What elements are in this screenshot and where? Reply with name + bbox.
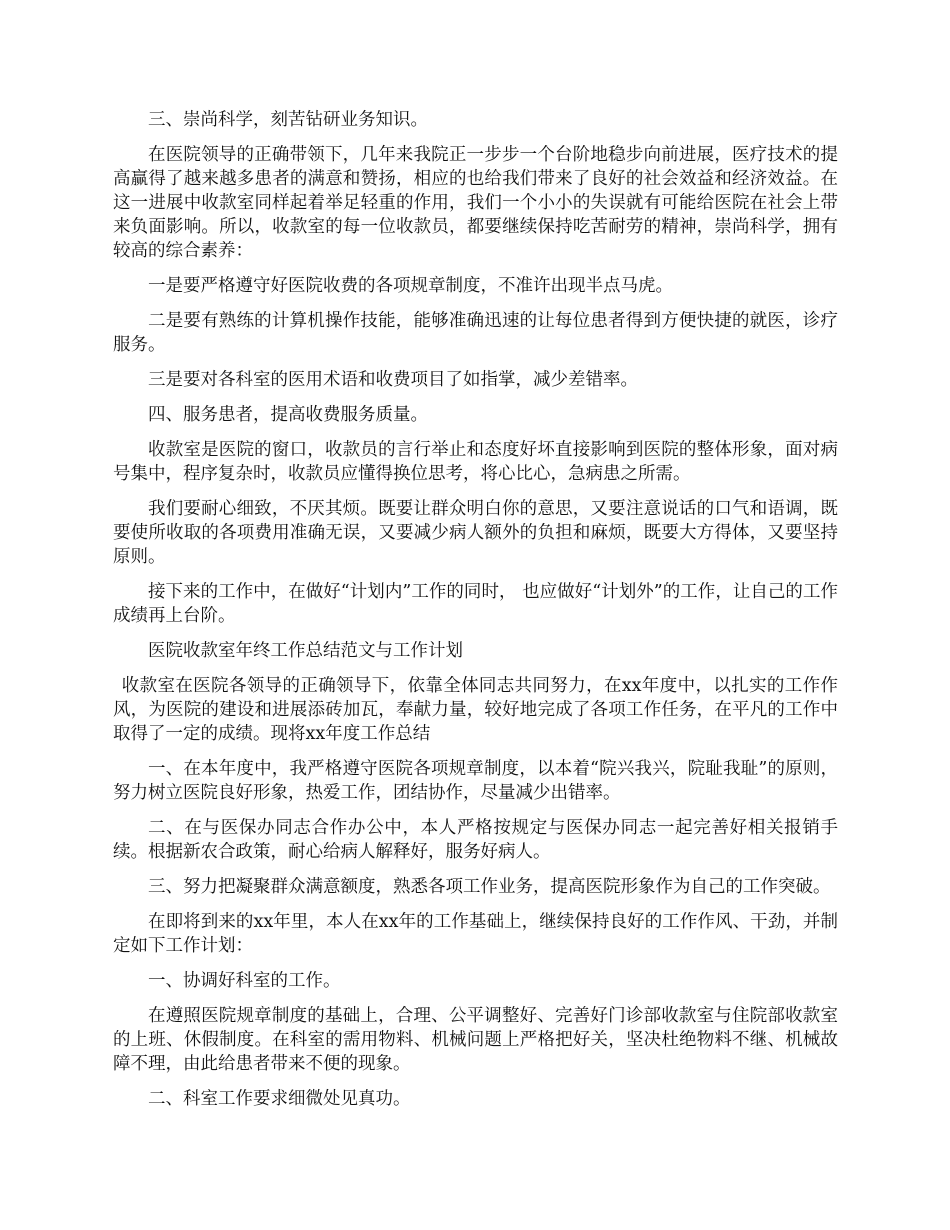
list-item-terminology: 三是要对各科室的医用术语和收费项目了如指掌，减少差错率。 (148, 370, 638, 390)
document-page (113, 108, 838, 1122)
body-paragraph: 在遵照医院规章制度的基础上，合理、公平调整好、完善好门诊部收款室与住院部收款室的上班、休假制度。在科室的需用物料、机械问题上严格把好关，坚决杜绝物料不继、机械故障不理，由此给患者带来不便的现象。 (113, 1006, 838, 1074)
list-item-computer-skills: 二是要有熟练的计算机操作技能，能够准确迅速的让每位患者得到方便快捷的就医，诊疗服务。 (113, 311, 838, 355)
list-item-rules: 一是要严格遵守好医院收费的各项规章制度，不准许出现半点马虎。 (148, 276, 673, 296)
body-paragraph: 收款室是医院的窗口，收款员的言行举止和态度好坏直接影响到医院的整体形象，面对病号集中，程序复杂时，收款员应懂得换位思考，将心比心，急病患之所需。 (113, 440, 838, 484)
document-title: 医院收款室年终工作总结范文与工作计划 (148, 641, 463, 661)
section-heading-science: 三、崇尚科学，刻苦钻研业务知识。 (148, 110, 428, 130)
body-paragraph: 在即将到来的xx年里，本人在xx年的工作基础上，继续保持良好的工作作风、干劲，并制定如下工作计划： (113, 912, 838, 956)
plan-heading-1: 一、协调好科室的工作。 (148, 971, 341, 991)
section-heading-service: 四、服务患者，提高收费服务质量。 (148, 405, 428, 425)
body-paragraph: 在医院领导的正确带领下，几年来我院正一步步一个台阶地稳步向前进展，医疗技术的提高赢得了越来越多患者的满意和赞扬，相应的也给我们带来了良好的社会效益和经济效益。在这一进展中收款室同样起着举足轻重的作用，我们一个小小的失误就有可能给医院在社会上带来负面影响。所以，收款室的每一位收款员，都要继续保持吃苦耐劳的精神，崇尚科学，拥有较高的综合素养： (113, 145, 838, 261)
body-paragraph: 接下来的工作中，在做好“计划内”工作的同时， 也应做好“计划外”的工作，让自己的工作成绩再上台阶。 (113, 582, 838, 626)
list-item-summary-3: 三、努力把凝聚群众满意额度，熟悉各项工作业务，提高医院形象作为自己的工作突破。 (148, 877, 831, 897)
list-item-summary-2: 二、在与医保办同志合作办公中，本人严格按规定与医保办同志一起完善好相关报销手续。根据新农合政策，耐心给病人解释好，服务好病人。 (113, 818, 838, 862)
list-item-summary-1: 一、在本年度中，我严格遵守医院各项规章制度，以本着“院兴我兴，院耻我耻”的原则，努力树立医院良好形象，热爱工作，团结协作，尽量减少出错率。 (113, 759, 838, 803)
body-paragraph: 我们要耐心细致，不厌其烦。既要让群众明白你的意思，又要注意说话的口气和语调，既要使所收取的各项费用准确无误，又要减少病人额外的负担和麻烦，既要大方得体，又要坚持原则。 (113, 499, 838, 567)
body-paragraph: 收款室在医院各领导的正确领导下，依靠全体同志共同努力，在xx年度中，以扎实的工作作风，为医院的建设和进展添砖加瓦，奉献力量，较好地完成了各项工作任务，在平凡的工作中取得了一定的成绩。现将xx年度工作总结 (113, 676, 838, 744)
plan-heading-2: 二、科室工作要求细微处见真功。 (148, 1089, 411, 1109)
